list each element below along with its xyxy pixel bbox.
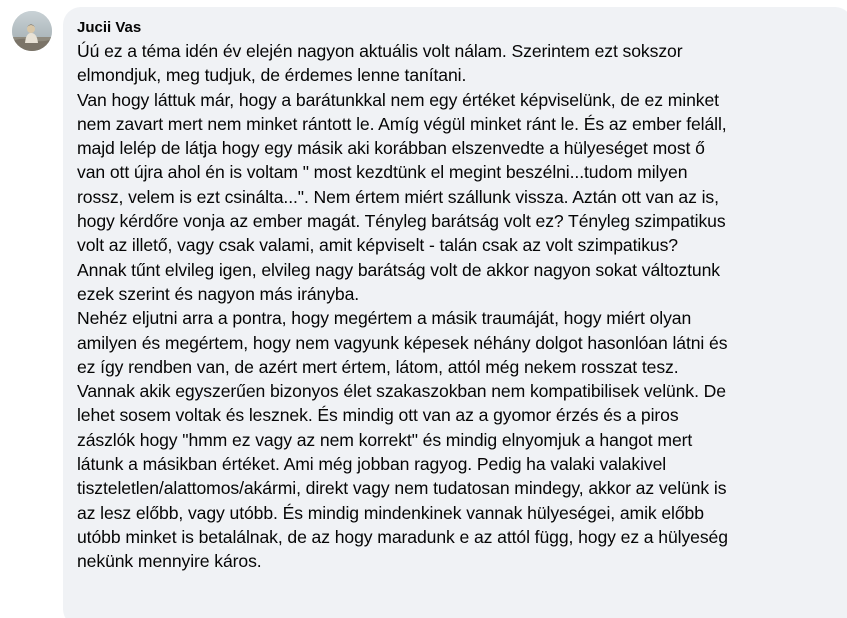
- comment-line: Úú ez a téma idén év elején nagyon aktuális volt nálam. Szerintem ezt sokszor: [77, 41, 683, 61]
- comment-text: [77, 39, 847, 574]
- comment-line: tiszteletlen/alattomos/akármi, direkt vagy nem tudatosan mindegy, akkor az velünk is: [77, 478, 727, 499]
- comment-line: Van hogy láttuk már, hogy a barátunkkal nem egy értéket képviselünk, de ez minket: [77, 89, 719, 110]
- comment-author[interactable]: Jucii Vas: [77, 19, 142, 36]
- comment-line: Annak tűnt elvileg igen, elvileg nagy barátság volt de akkor nagyon sokat változtunk: [77, 259, 720, 280]
- comment-line: amilyen és megértem, hogy nem vagyunk képesek néhány dolgot hasonlóan látni és: [77, 332, 728, 353]
- profile-photo-icon: [12, 11, 52, 51]
- comment-bubble: [63, 7, 847, 618]
- comment-line: ezek szerint és nagyon más irányba.: [77, 283, 360, 304]
- comment-line: ez így rendben van, de azért mert értem, látom, attól még nekem rosszat tesz.: [77, 356, 679, 377]
- comment-line: elmondjuk, meg tudjuk, de érdemes lenne tanítani.: [77, 65, 467, 86]
- comment-line: Nehéz eljutni arra a pontra, hogy megértem a másik traumáját, hogy miért olyan: [77, 308, 692, 329]
- comment-line: utóbb minket is betalálnak, de az hogy maradunk e az attól függ, hogy ez a hülyeség: [77, 526, 728, 547]
- comment-line: van ott újra ahol én is voltam " most kezdtünk el megint beszélni...tudom milyen: [77, 162, 688, 183]
- comment-line: lehet sosem voltak és lesznek. És mindig ott van az a gyomor érzés és a piros: [77, 405, 679, 426]
- comment-line: nekünk mennyire káros.: [77, 551, 262, 572]
- comment-line: rossz, velem is ezt csinálta...". Nem értem miért szállunk vissza. Aztán ott van az is,: [77, 186, 719, 207]
- comment-line: volt az illető, vagy csak valami, amit képviselt - talán csak az volt szimpatikus?: [77, 235, 678, 256]
- avatar[interactable]: [12, 11, 52, 51]
- comment-line: nem zavart mert nem minket rántott le. Amíg végül minket ránt le. És az ember feláll,: [77, 113, 727, 134]
- comment-line: látunk a másikban értéket. Ami még jobban ragyog. Pedig ha valaki valakivel: [77, 454, 667, 475]
- comment-line: az lesz előbb, vagy utóbb. És mindig mindenkinek vannak hülyeségei, amik előbb: [77, 502, 704, 523]
- comment-line: hogy kérdőre vonja az ember magát. Tényleg barátság volt ez? Tényleg szimpatikus: [77, 211, 726, 232]
- comment-line: zászlók hogy "hmm ez vagy az nem korrekt" és mindig elnyomjuk a hangot mert: [77, 429, 693, 450]
- comment-line: Vannak akik egyszerűen bizonyos élet szakaszokban nem kompatibilisek velünk. De: [77, 381, 726, 402]
- comment-line: majd lelép de látja hogy egy másik aki korábban elszenvedte a hülyeséget most ő: [77, 138, 705, 159]
